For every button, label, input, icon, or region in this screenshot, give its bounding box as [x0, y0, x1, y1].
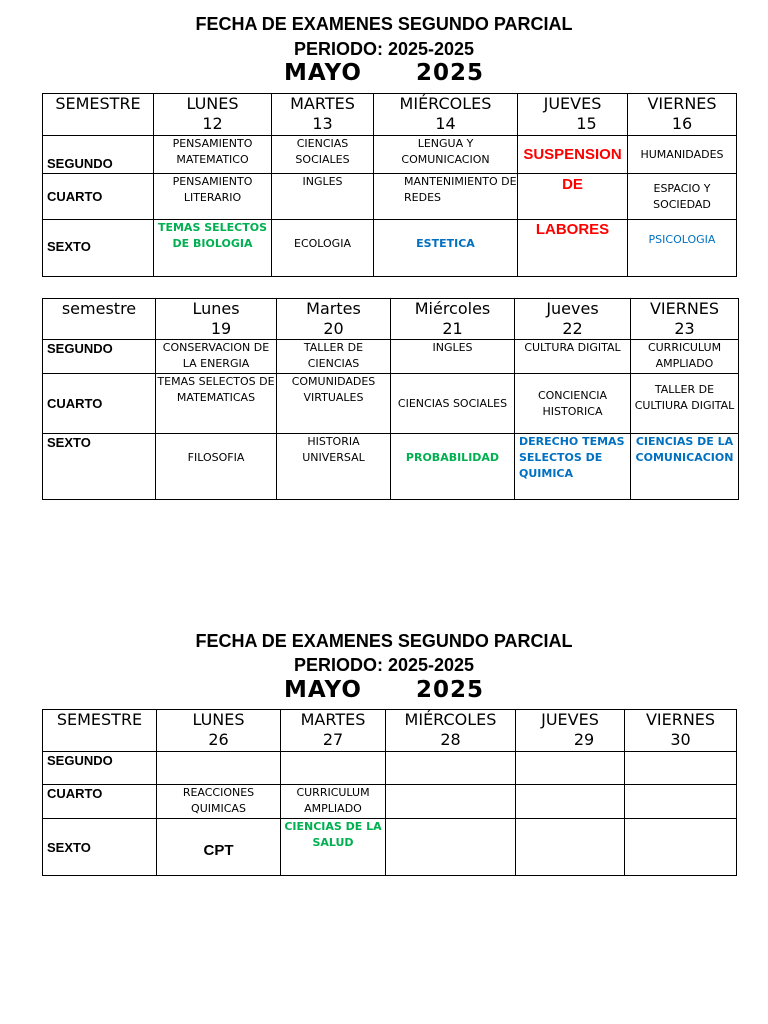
table-row: [43, 220, 737, 277]
table-row: [43, 434, 739, 500]
exam-cell: FILOSOFIA: [156, 434, 277, 500]
exam-cell: LABORES: [518, 220, 628, 277]
header-semestre: semestre: [43, 299, 156, 340]
exam-cell: HUMANIDADES: [628, 136, 737, 174]
exam-cell: CURRICULUM AMPLIADO: [281, 785, 386, 819]
header-day: LUNES 26: [157, 710, 281, 752]
exam-cell: CULTURA DIGITAL: [515, 340, 631, 374]
header-day: MIÉRCOLES 28: [386, 710, 516, 752]
exam-cell: LENGUA Y COMUNICACION: [374, 136, 518, 174]
exam-cell: CONSERVACION DE LA ENERGIA: [156, 340, 277, 374]
header-day: VIERNES 30: [625, 710, 737, 752]
header-day: MIÉRCOLES 14: [374, 94, 518, 136]
header-day: JUEVES 15: [518, 94, 628, 136]
section1-title: FECHA DE EXAMENES SEGUNDO PARCIAL: [195, 14, 573, 34]
exam-cell: [516, 819, 625, 876]
exam-cell: PROBABILIDAD: [391, 434, 515, 500]
exam-cell: ESTETICA: [374, 220, 518, 277]
exam-cell: COMUNIDADES VIRTUALES: [277, 374, 391, 434]
header-day: MARTES 13: [272, 94, 374, 136]
exam-cell: INGLES: [391, 340, 515, 374]
header-day: VIERNES 16: [628, 94, 737, 136]
exam-cell: PENSAMIENTO LITERARIO: [154, 174, 272, 220]
exam-cell: MANTENIMIENTO DE REDES: [374, 174, 518, 220]
exam-cell: PENSAMIENTO MATEMATICO: [154, 136, 272, 174]
semester-label: CUARTO: [43, 374, 156, 434]
exam-cell: CONCIENCIA HISTORICA: [515, 374, 631, 434]
header-day: Martes 20: [277, 299, 391, 340]
exam-cell: [625, 752, 737, 785]
exam-cell: ESPACIO Y SOCIEDAD: [628, 174, 737, 220]
header-day: VIERNES 23: [631, 299, 739, 340]
exam-cell: CIENCIAS DE LA COMUNICACION: [631, 434, 739, 500]
exam-cell: [281, 752, 386, 785]
header-semestre: SEMESTRE: [43, 710, 157, 752]
week1-table: [42, 93, 737, 277]
table-row: [43, 340, 739, 374]
header-day: MARTES 27: [281, 710, 386, 752]
exam-cell: DERECHO TEMAS SELECTOS DE QUIMICA: [515, 434, 631, 500]
exam-cell: CIENCIAS DE LA SALUD: [281, 819, 386, 876]
exam-cell: [516, 785, 625, 819]
header-semestre: SEMESTRE: [43, 94, 154, 136]
semester-label: SEXTO: [43, 819, 157, 876]
semester-label: SEXTO: [43, 220, 154, 277]
exam-cell: CPT: [157, 819, 281, 876]
table-row: [43, 752, 737, 785]
table-row: [43, 374, 739, 434]
semester-label: SEGUNDO: [43, 752, 157, 785]
semester-label: SEGUNDO: [43, 340, 156, 374]
exam-cell: [386, 785, 516, 819]
section2-period: PERIODO: 2025-2025: [293, 655, 475, 675]
table-row: [43, 136, 737, 174]
header-day: LUNES 12: [154, 94, 272, 136]
week3-table: [42, 709, 737, 876]
exam-cell: [625, 785, 737, 819]
exam-cell: TALLER DE CULTIURA DIGITAL: [631, 374, 739, 434]
section1-month-year: MAYO 2025: [284, 60, 484, 86]
semester-label: CUARTO: [43, 785, 157, 819]
table-header-row: [43, 94, 737, 136]
exam-cell: INGLES: [272, 174, 374, 220]
exam-cell: DE: [518, 174, 628, 220]
semester-label: SEGUNDO: [43, 136, 154, 174]
exam-cell: REACCIONES QUIMICAS: [157, 785, 281, 819]
exam-cell: HISTORIA UNIVERSAL: [277, 434, 391, 500]
header-day: Lunes 19: [156, 299, 277, 340]
table-row: [43, 785, 737, 819]
exam-cell: SUSPENSION: [518, 136, 628, 174]
exam-cell: TEMAS SELECTOS DE BIOLOGIA: [154, 220, 272, 277]
table-row: [43, 819, 737, 876]
header-day: Jueves 22: [515, 299, 631, 340]
semester-label: SEXTO: [43, 434, 156, 500]
exam-cell: CIENCIAS SOCIALES: [391, 374, 515, 434]
section2-month-year: MAYO 2025: [284, 677, 484, 703]
section2-title: FECHA DE EXAMENES SEGUNDO PARCIAL: [195, 631, 573, 651]
semester-label: CUARTO: [43, 174, 154, 220]
table-header-row: [43, 710, 737, 752]
table-header-row: [43, 299, 739, 340]
header-day: JUEVES 29: [516, 710, 625, 752]
section1-period: PERIODO: 2025-2025: [293, 39, 475, 59]
week2-table: [42, 298, 739, 500]
exam-cell: CIENCIAS SOCIALES: [272, 136, 374, 174]
exam-cell: [516, 752, 625, 785]
exam-cell: ECOLOGIA: [272, 220, 374, 277]
exam-cell: CURRICULUM AMPLIADO: [631, 340, 739, 374]
exam-cell: [157, 752, 281, 785]
exam-cell: [386, 819, 516, 876]
exam-cell: TALLER DE CIENCIAS: [277, 340, 391, 374]
exam-cell: PSICOLOGIA: [628, 220, 737, 277]
table-row: [43, 174, 737, 220]
exam-cell: [386, 752, 516, 785]
exam-cell: [625, 819, 737, 876]
header-day: Miércoles 21: [391, 299, 515, 340]
exam-cell: TEMAS SELECTOS DE MATEMATICAS: [156, 374, 277, 434]
